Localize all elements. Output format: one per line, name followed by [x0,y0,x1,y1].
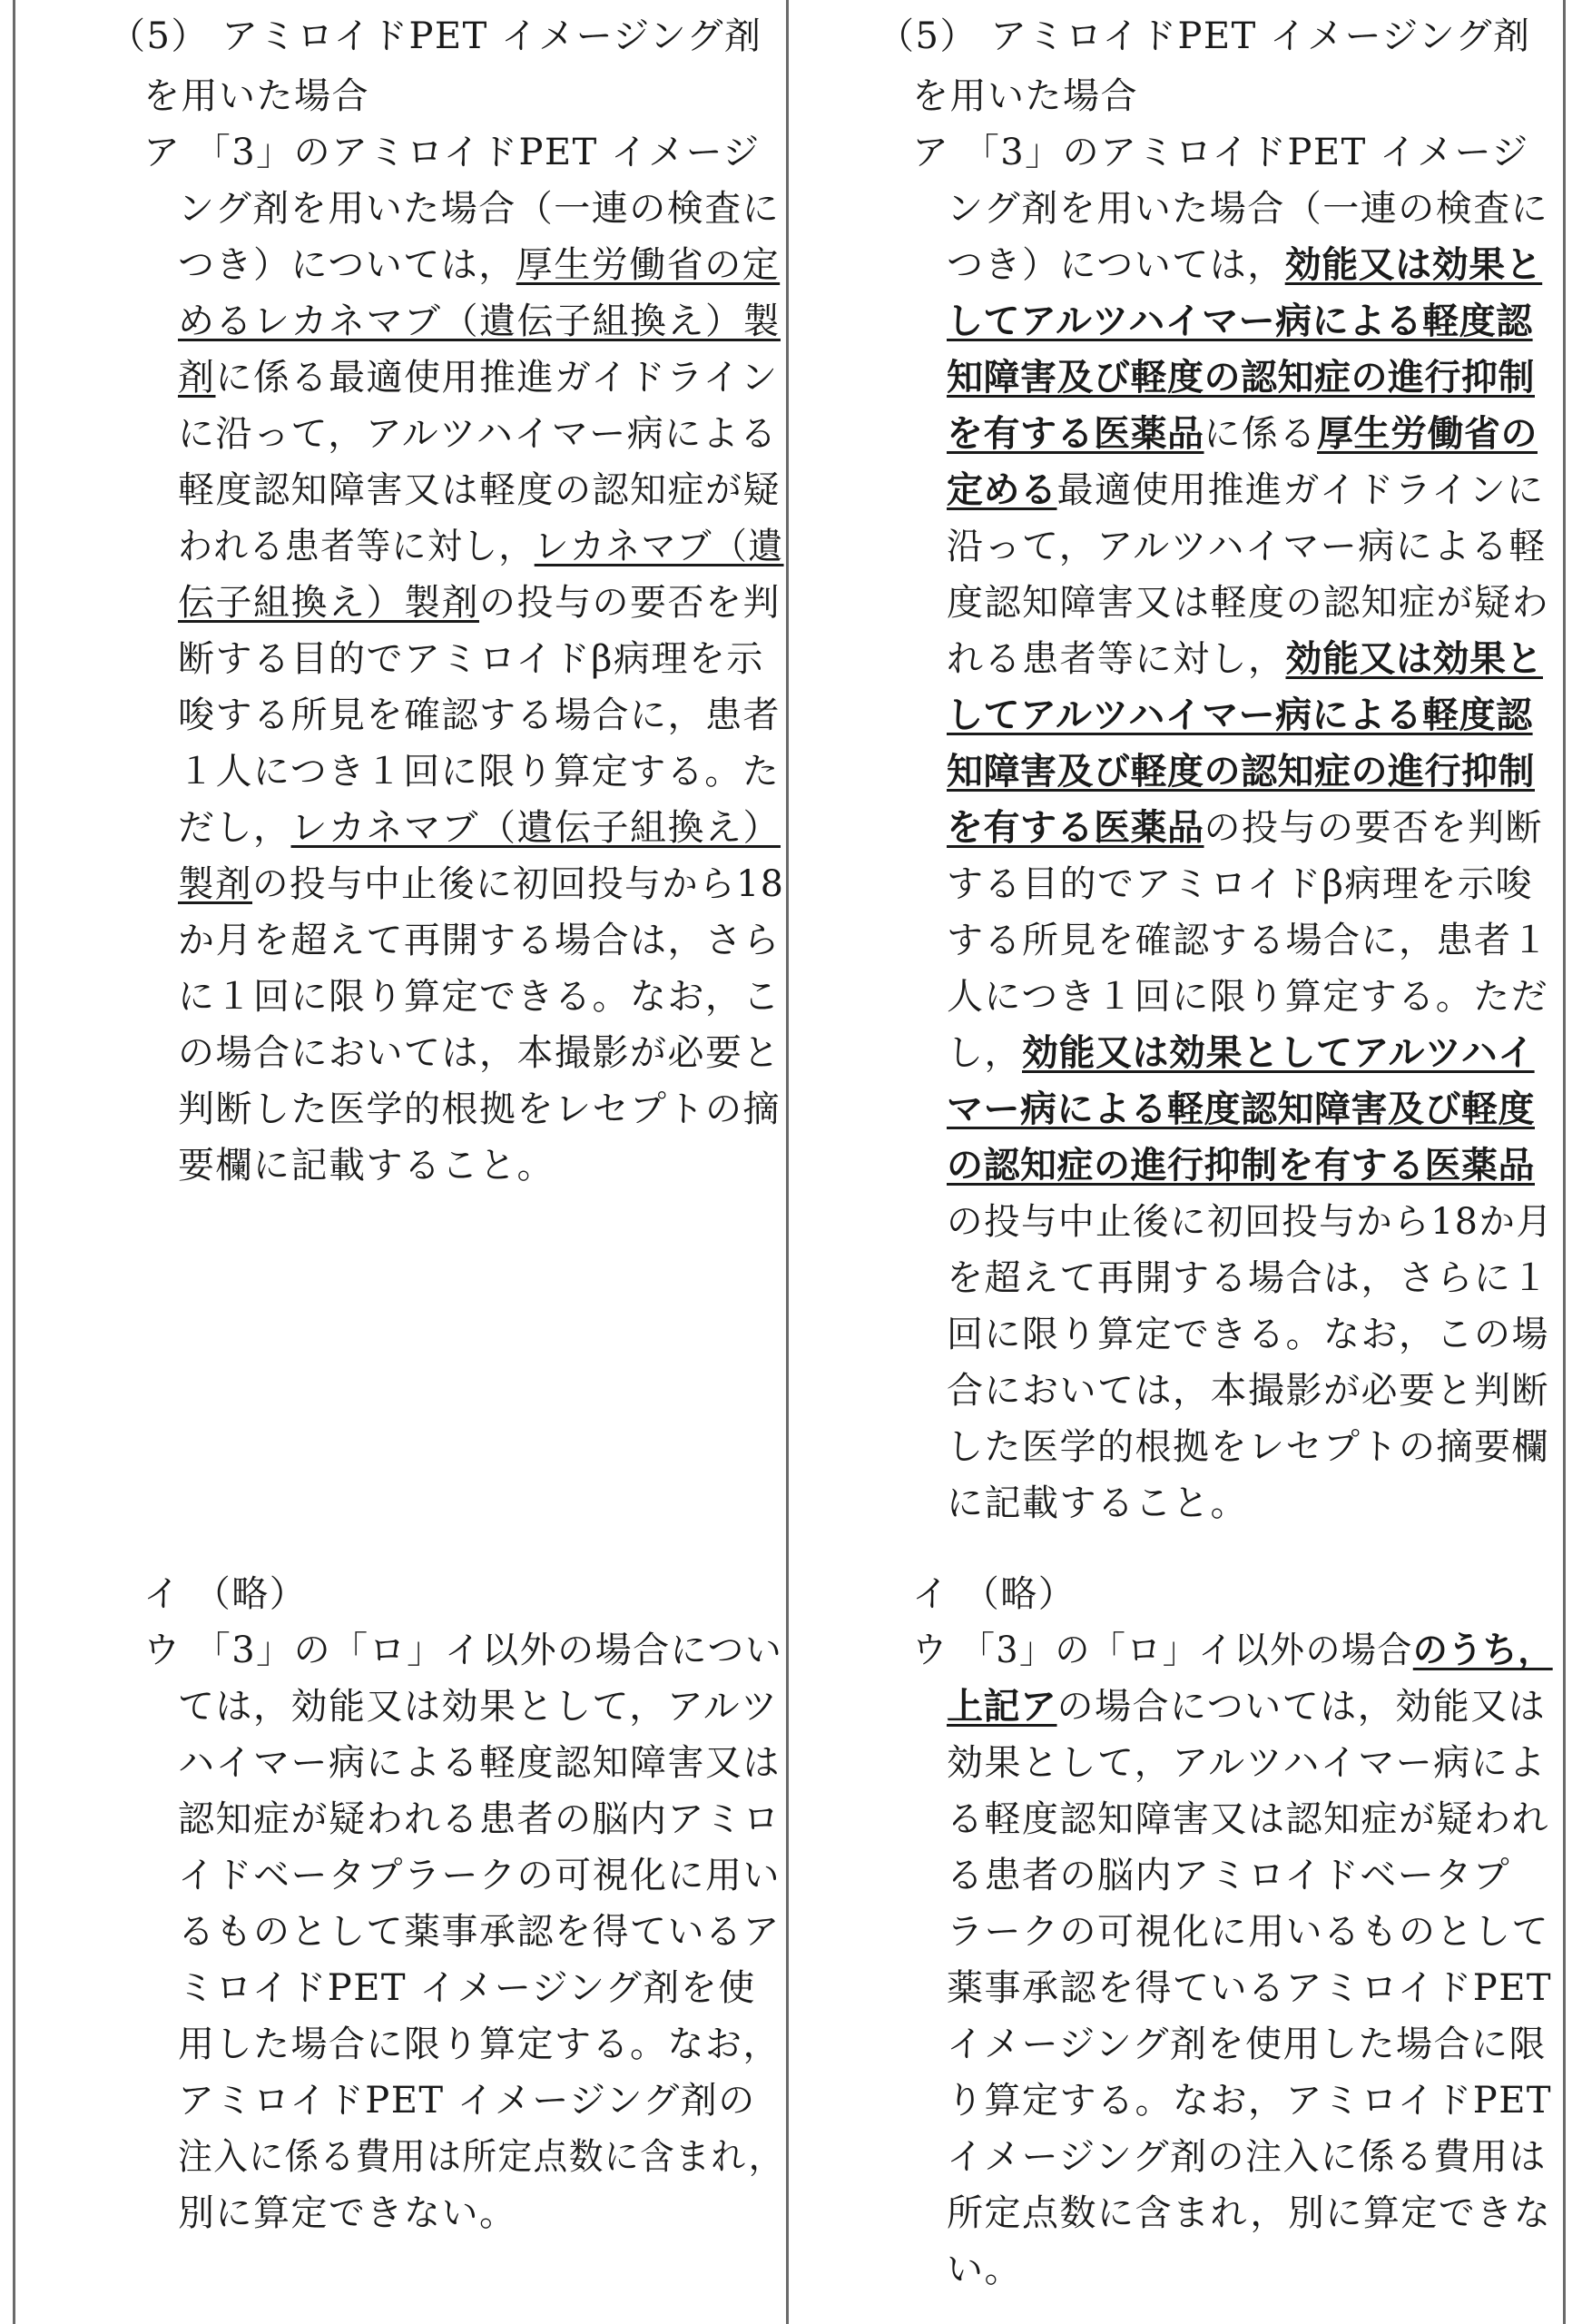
text-segment: だし， [178,807,291,849]
new-text-line [947,1082,1535,1137]
text-segment: 効果として，アルツハイマー病によ [947,1742,1547,1784]
new-text-line [947,1792,1549,1846]
old-text-line [143,69,369,123]
text-segment: の投与中止後に初回投与から18 [252,863,785,905]
amended-text-segment: 効能又は効果と [1284,244,1543,286]
old-text-line [178,576,781,630]
old-text-line [143,1623,782,1678]
new-text-line [947,2186,1551,2240]
text-segment: 用した場合に限り算定する。なお， [178,2024,781,2065]
text-segment: ング剤を用いた場合（一連の検査に [947,188,1549,230]
old-text-line [178,1679,779,1734]
text-segment: イ （略） [912,1573,1076,1615]
text-segment: する所見を確認する場合に，患者１ [947,920,1549,961]
old-text-line [178,2130,784,2184]
text-segment: （5） アミロイドPET イメージング剤 [878,15,1531,57]
amended-text-segment: 厚生労働省の定 [516,244,781,286]
text-segment: の投与の要否を判断 [1204,807,1543,849]
text-segment: 度認知障害又は軽度の認知症が疑わ [947,582,1549,624]
text-segment: ア 「3」のアミロイドPET イメージ [912,132,1529,173]
amended-text-segment: 製剤 [178,863,253,905]
old-text-line [178,238,780,292]
text-segment: 認知症が疑われる患者の脳内アミロ [178,1798,781,1840]
text-segment: アミロイドPET イメージング剤の [178,2080,756,2122]
new-text-line [947,407,1538,461]
new-text-line [947,576,1549,630]
new-text-line [947,801,1543,855]
new-text-line [947,913,1549,968]
amended-text-segment: 知障害及び軽度の認知症の進行抑制 [947,751,1535,793]
new-text-line [947,2017,1547,2072]
amended-text-segment: の認知症の進行抑制を有する医薬品 [947,1145,1535,1187]
new-text-line [912,69,1138,123]
old-text-line [178,1961,756,2015]
amended-text-segment: のうち， [1412,1630,1553,1671]
text-segment: ハイマー病による軽度認知障害又は [178,1742,781,1784]
text-segment: 唆する所見を確認する場合に，患者 [178,694,781,736]
old-text-line [178,1736,781,1790]
new-text-line [947,463,1545,517]
text-segment: つき）については， [178,244,516,286]
amended-text-segment: 伝子組換え）製剤 [178,582,479,624]
text-segment: に１回に限り算定できる。なお，こ [178,976,781,1018]
right-border-rule [1563,0,1566,2324]
new-text-line [947,1679,1546,1734]
old-text-line [178,913,781,968]
old-text-line [178,1138,555,1193]
new-text-line [947,2242,1022,2297]
text-segment: １人につき１回に限り算定する。た [178,751,781,793]
column-divider-rule [786,0,789,2324]
text-segment: の場合については，効能又は [1056,1686,1547,1728]
text-segment: つき）については， [947,244,1285,286]
text-segment: を超えて再開する場合は，さらに１ [947,1257,1549,1299]
left-border-rule [13,0,15,2324]
new-text-line [947,294,1533,349]
text-segment: に沿って，アルツハイマー病による [178,413,778,455]
text-segment: （5） アミロイドPET イメージング剤 [109,15,762,57]
amended-text-segment: マー病による軽度認知障害及び軽度 [947,1088,1535,1130]
text-segment: の投与中止後に初回投与から18か月 [947,1201,1554,1243]
new-text-line [947,350,1535,405]
text-segment: 最適使用推進ガイドラインに [1056,469,1545,511]
new-text-line [947,1251,1549,1305]
new-text-line [947,1195,1553,1249]
old-text-line [178,970,781,1024]
text-segment: れる患者等に対し， [947,638,1286,680]
amended-text-segment: 上記ア [947,1686,1057,1728]
new-text-line [947,744,1535,799]
new-text-line [912,1623,1553,1678]
text-segment: した医学的根拠をレセプトの摘要欄 [947,1426,1549,1468]
amended-text-segment: 剤 [178,357,216,399]
text-segment: 回に限り算定できる。なお，この場 [947,1314,1549,1355]
amended-text-segment: 定める [947,469,1057,511]
text-segment: 人につき１回に限り算定する。ただ [947,976,1549,1018]
text-segment: ア 「3」のアミロイドPET イメージ [143,132,761,173]
text-segment: 判断した医学的根拠をレセプトの摘 [178,1088,781,1130]
text-segment: イドベータプラークの可視化に用い [178,1855,781,1896]
old-text-line [178,744,780,799]
amended-text-segment: してアルツハイマー病による軽度認 [947,694,1533,736]
new-text-line [947,970,1548,1024]
text-segment: ラークの可視化に用いるものとして [947,1911,1549,1953]
new-text-line [947,857,1533,911]
old-text-line [178,519,784,574]
text-segment: 別に算定できない。 [178,2192,517,2234]
text-segment: 要欄に記載すること。 [178,1145,555,1187]
text-segment: に記載すること。 [947,1482,1248,1524]
old-text-line [178,1082,781,1137]
text-segment: の場合においては，本撮影が必要と [178,1032,781,1074]
text-segment: る患者の脳内アミロイドベータプ [947,1855,1511,1896]
amended-text-segment: 厚生労働省の [1317,413,1538,455]
text-segment: か月を超えて再開する場合は，さら [178,920,781,961]
text-segment: ウ 「3」の「ロ」イ以外の場合 [912,1630,1413,1671]
text-segment: 所定点数に含まれ，別に算定できな [947,2192,1552,2234]
text-segment: を用いた場合 [912,75,1138,117]
text-segment: し， [947,1032,1022,1074]
old-text-line [178,350,779,405]
new-text-line [912,125,1529,180]
text-segment: イ （略） [143,1573,308,1615]
text-segment: われる患者等に対し， [178,526,535,567]
amended-text-segment: 効能又は効果と [1285,638,1543,680]
old-text-line [178,2073,756,2128]
old-text-line [178,1905,781,1959]
text-segment: 注入に係る費用は所定点数に含まれ， [178,2136,784,2178]
text-segment: 薬事承認を得ているアミロイドPET [947,1967,1553,2009]
text-segment: する目的でアミロイドβ病理を示唆 [947,863,1533,905]
old-text-line [178,294,781,349]
text-segment: る軽度認知障害又は認知症が疑われ [947,1798,1549,1840]
text-segment: るものとして薬事承認を得ているア [178,1911,781,1953]
new-text-line [947,2073,1552,2128]
new-text-line [947,632,1543,686]
text-segment: 軽度認知障害又は軽度の認知症が疑 [178,469,781,511]
old-text-line [178,688,781,743]
old-text-line [178,801,781,855]
old-text-line [178,2186,517,2240]
old-text-line [178,1848,781,1903]
new-text-line [878,9,1530,64]
text-segment: イメージング剤を使用した場合に限 [947,2024,1547,2065]
old-text-line [178,463,781,517]
text-segment: に係る最適使用推進ガイドライン [215,357,779,399]
new-text-line [947,1026,1535,1080]
text-segment: イメージング剤の注入に係る費用は [947,2136,1547,2178]
text-segment: り算定する。なお，アミロイドPET [947,2080,1553,2122]
old-text-line [178,2017,781,2072]
new-text-line [947,182,1548,236]
text-segment: い。 [947,2249,1022,2290]
old-text-line [178,182,780,236]
new-text-line [947,519,1547,574]
amended-text-segment: めるレカネマブ（遺伝子組換え）製 [178,300,781,342]
old-text-line [109,9,762,64]
new-text-line [947,1848,1510,1903]
amended-text-segment: を有する医薬品 [947,807,1204,849]
old-text-line [143,125,761,180]
new-text-line [947,688,1533,743]
new-text-line [947,1476,1248,1531]
text-segment: の投与の要否を判 [479,582,781,624]
old-text-line [178,1026,781,1080]
text-segment: に係る [1204,413,1317,455]
new-text-line [947,1905,1549,1959]
text-segment: 断する目的でアミロイドβ病理を示 [178,638,764,680]
new-text-line [947,1307,1549,1362]
amended-text-segment: してアルツハイマー病による軽度認 [947,300,1533,342]
new-text-line [947,1364,1549,1418]
old-text-line [178,1792,781,1846]
old-text-line [178,407,778,461]
amended-text-segment: レカネマブ（遺 [534,526,784,567]
new-text-line [947,1961,1552,2015]
new-text-line [947,1420,1549,1474]
new-text-line [947,2130,1547,2184]
text-segment: ミロイドPET イメージング剤を使 [178,1967,756,2009]
text-segment: を用いた場合 [143,75,369,117]
text-segment: 沿って，アルツハイマー病による軽 [947,526,1547,567]
old-text-line [143,1567,307,1621]
old-text-line [178,632,764,686]
new-text-line [947,1736,1547,1790]
old-text-line [178,857,784,911]
text-segment: ては，効能又は効果として，アルツ [178,1686,779,1728]
new-text-line [947,1138,1535,1193]
amended-text-segment: 効能又は効果としてアルツハイ [1022,1032,1535,1074]
new-text-line [912,1567,1076,1621]
text-segment: 合においては，本撮影が必要と判断 [947,1370,1549,1412]
text-segment: ング剤を用いた場合（一連の検査に [178,188,781,230]
amended-text-segment: レカネマブ（遺伝子組換え） [290,807,781,849]
amended-text-segment: を有する医薬品 [947,413,1204,455]
text-segment: ウ 「3」の「ロ」イ以外の場合につい [143,1630,783,1671]
new-text-line [947,238,1542,292]
amended-text-segment: 知障害及び軽度の認知症の進行抑制 [947,357,1535,399]
